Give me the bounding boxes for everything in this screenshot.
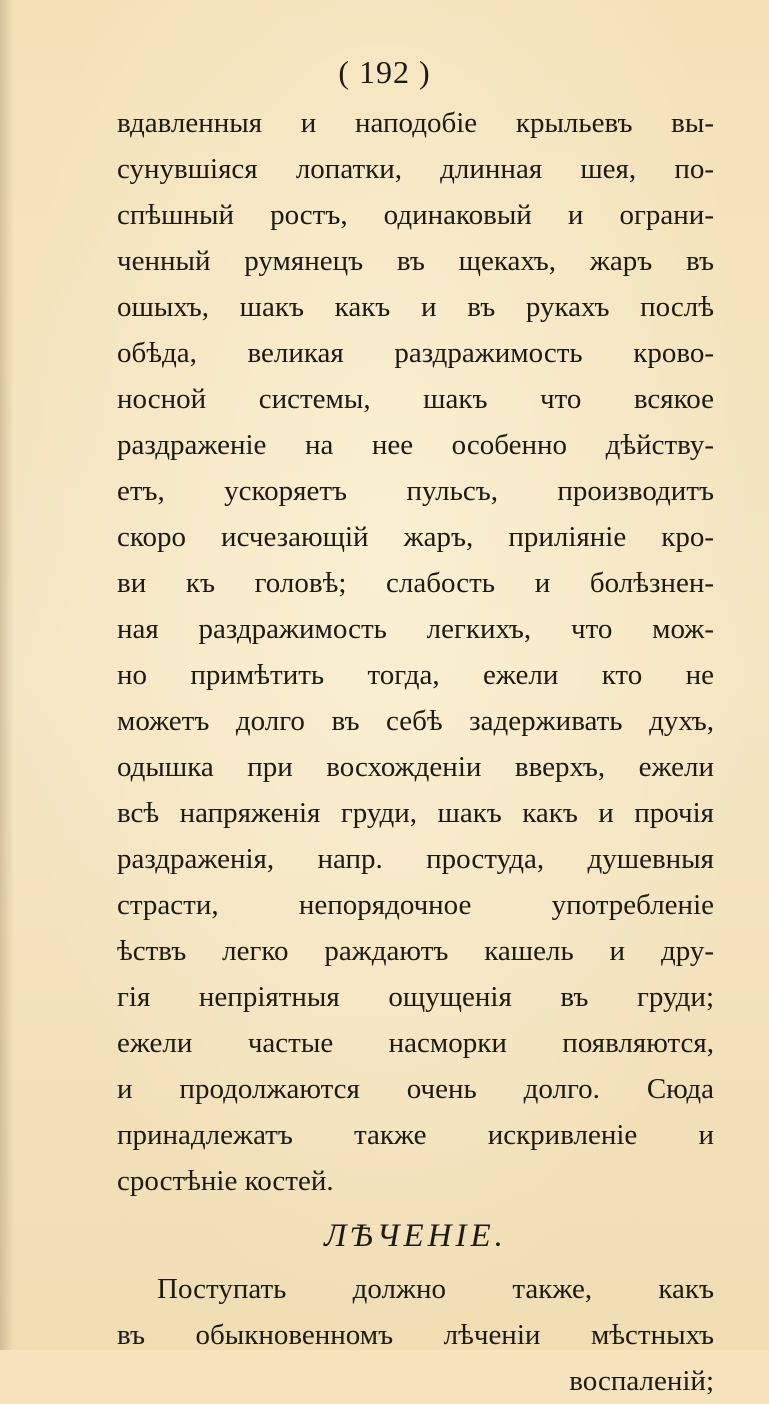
text-line: и продолжаются очень долго. Сюда [117,1073,714,1105]
text-line: воспаленій; [569,1365,714,1397]
text-line: раздраженіе на нее особенно дѣйству- [117,429,714,461]
text-line: страсти, непорядочное употребленіе [117,889,714,921]
text-line: гія непріятныя ощущенія въ груди; [117,981,714,1013]
section-heading: ЛѢЧЕНІЕ. [324,1218,507,1254]
text-line: ошыхъ, шакъ какъ и въ рукахъ послѣ [117,291,714,323]
text-line: принадлежатъ также искривленіе и [117,1119,714,1151]
text-line: сростѣніе костей. [117,1165,334,1197]
text-line: обѣда, великая раздражимость крово- [117,337,714,369]
text-line: носной системы, шакъ что всякое [117,383,714,415]
text-line: ежели частые насморки появляются, [117,1027,714,1059]
text-line: въ обыкновенномъ лѣченіи мѣстныхъ [117,1319,714,1351]
page-spine-shadow [0,0,14,1350]
text-line: етъ, ускоряетъ пульсъ, производитъ [117,475,714,507]
text-line: скоро исчезающій жаръ, приліяніе кро- [117,521,714,553]
text-line: ѣствъ легко раждаютъ кашель и дру- [117,935,714,967]
page-number: ( 192 ) [338,54,431,90]
text-line: всѣ напряженія груди, шакъ какъ и прочія [117,797,714,829]
body-text [117,100,714,1404]
text-line: Поступать должно также, какъ [157,1273,714,1305]
text-line: одышка при восхожденіи вверхъ, ежели [117,751,714,783]
text-line: ченный румянецъ въ щекахъ, жаръ въ [117,245,714,277]
text-line: сунувшіяся лопатки, длинная шея, по- [117,153,714,185]
text-line: вдавленныя и наподобіе крыльевъ вы- [117,107,714,139]
text-line: но примѣтить тогда, ежели кто не [117,659,714,691]
text-line: раздраженія, напр. простуда, душевныя [117,843,714,875]
text-line: ная раздражимость легкихъ, что мож- [117,613,714,645]
text-line: спѣшный ростъ, одинаковый и ограни- [117,199,714,231]
text-line: можетъ долго въ себѣ задерживать духъ, [117,705,714,737]
text-line: ви къ головѣ; слабость и болѣзнен- [117,567,714,599]
